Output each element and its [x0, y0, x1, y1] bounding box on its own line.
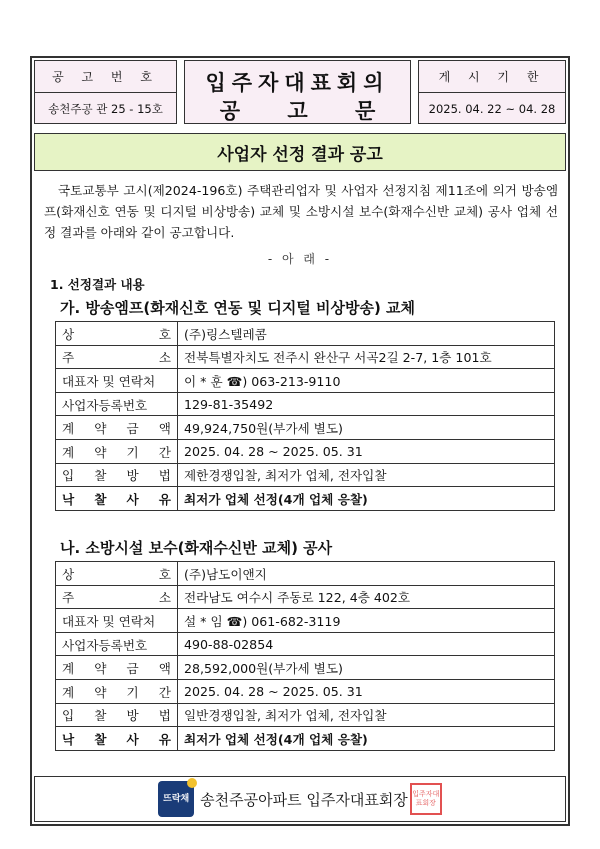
row-value: 129-81-35492 — [178, 392, 555, 416]
row-value: 490-88-02854 — [178, 632, 555, 656]
row-label — [56, 439, 178, 463]
title-line2: 공 고 문 — [219, 99, 376, 123]
table-row — [56, 727, 555, 751]
row-label-text: 상 호 — [62, 326, 171, 342]
row-label — [56, 609, 178, 633]
row-label-text: 입 찰 방 법 — [62, 468, 171, 484]
organization-name: 송천주공아파트 입주자대표회장 — [200, 790, 408, 809]
intro-text: 국토교통부 고시(제2024-196호) 주택관리업자 및 사업자 선정지침 제11조에 의거 방송엠프(화재신호 연동 및 디지털 비상방송) 교체 및 소방시설 보수(화재수신반 교체) 공사 업체 선정 결과를 아래와 같이 공고합니다. — [44, 183, 558, 240]
table-row — [56, 562, 555, 586]
row-label — [56, 369, 178, 393]
part-b-title: 나. 소방시설 보수(화재수신반 교체) 공사 — [60, 539, 333, 557]
row-label — [56, 463, 178, 487]
row-label-text: 주 소 — [62, 590, 171, 606]
row-label — [56, 392, 178, 416]
row-label-text: 사업자등록번호 — [62, 397, 148, 413]
row-label-text: 사업자등록번호 — [62, 637, 148, 653]
row-value: 전북특별자치도 전주시 완산구 서곡2길 2-7, 1층 101호 — [178, 345, 555, 369]
row-label — [56, 345, 178, 369]
row-label — [56, 679, 178, 703]
row-value: 일반경쟁입찰, 최저가 업체, 전자입찰 — [178, 703, 555, 727]
part-a-title: 가. 방송엠프(화재신호 연동 및 디지털 비상방송) 교체 — [60, 299, 416, 317]
official-seal — [410, 783, 442, 815]
posting-period-box — [418, 60, 566, 124]
row-label-text: 계 약 금 액 — [62, 421, 171, 437]
logo — [158, 781, 194, 817]
table-row — [56, 392, 555, 416]
row-label-text: 낙 찰 사 유 — [62, 731, 171, 747]
row-value: 2025. 04. 28 ~ 2025. 05. 31 — [178, 679, 555, 703]
row-label — [56, 703, 178, 727]
table-row — [56, 463, 555, 487]
table-row — [56, 345, 555, 369]
row-value: 28,592,000원(부가세 별도) — [178, 656, 555, 680]
title-line1: 입주자대표회의 — [205, 71, 390, 95]
page-title: 사업자 선정 결과 공고 — [34, 133, 566, 171]
row-label-text: 계 약 금 액 — [62, 661, 171, 677]
row-label-text: 계 약 기 간 — [62, 444, 171, 460]
posting-period-label: 게 시 기 한 — [419, 61, 565, 93]
row-label — [56, 322, 178, 346]
logo-text: 뜨락채 — [163, 793, 190, 804]
footer — [34, 776, 566, 822]
row-value: 이 * 훈 ☎) 063-213-9110 — [178, 369, 555, 393]
row-value: 전라남도 여수시 주동로 122, 4층 402호 — [178, 585, 555, 609]
row-label-text: 낙 찰 사 유 — [62, 491, 171, 507]
seal-text: 입주자대표회장 — [412, 790, 440, 807]
row-value: 2025. 04. 28 ~ 2025. 05. 31 — [178, 439, 555, 463]
row-label-text: 계 약 기 간 — [62, 684, 171, 700]
row-value: 설 * 임 ☎) 061-682-3119 — [178, 609, 555, 633]
row-value: 최저가 업체 선정(4개 업체 응찰) — [178, 727, 555, 751]
row-label-text: 대표자 및 연락처 — [62, 613, 156, 629]
table-row — [56, 322, 555, 346]
row-value: (주)링스텔레콤 — [178, 322, 555, 346]
row-label-text: 상 호 — [62, 566, 171, 582]
section-heading: 1. 선정결과 내용 — [50, 277, 145, 292]
table-row — [56, 416, 555, 440]
table-row — [56, 609, 555, 633]
table-row — [56, 703, 555, 727]
table-row — [56, 369, 555, 393]
part-a-table — [55, 321, 555, 511]
row-value: 49,924,750원(부가세 별도) — [178, 416, 555, 440]
row-label-text: 대표자 및 연락처 — [62, 373, 156, 389]
below-heading: - 아 래 - — [267, 252, 333, 266]
row-label — [56, 656, 178, 680]
part-b-table — [55, 561, 555, 751]
row-value: 최저가 업체 선정(4개 업체 응찰) — [178, 487, 555, 511]
row-value: (주)남도이앤지 — [178, 562, 555, 586]
row-label-text: 입 찰 방 법 — [62, 708, 171, 724]
row-label — [56, 487, 178, 511]
notice-number-label: 공 고 번 호 — [35, 61, 176, 93]
title-box — [184, 60, 411, 124]
row-label — [56, 727, 178, 751]
table-row — [56, 585, 555, 609]
row-label-text: 주 소 — [62, 350, 171, 366]
notice-number: 송천주공 관 25 - 15호 — [48, 102, 163, 116]
row-label — [56, 585, 178, 609]
row-label — [56, 632, 178, 656]
row-label — [56, 416, 178, 440]
table-row — [56, 487, 555, 511]
row-value: 제한경쟁입찰, 최저가 업체, 전자입찰 — [178, 463, 555, 487]
table-row — [56, 632, 555, 656]
row-label — [56, 562, 178, 586]
table-row — [56, 656, 555, 680]
posting-period: 2025. 04. 22 ~ 04. 28 — [428, 102, 556, 116]
table-row — [56, 679, 555, 703]
leaf-icon — [187, 778, 197, 788]
intro-paragraph — [44, 180, 558, 243]
notice-number-box — [34, 60, 177, 124]
table-row — [56, 439, 555, 463]
